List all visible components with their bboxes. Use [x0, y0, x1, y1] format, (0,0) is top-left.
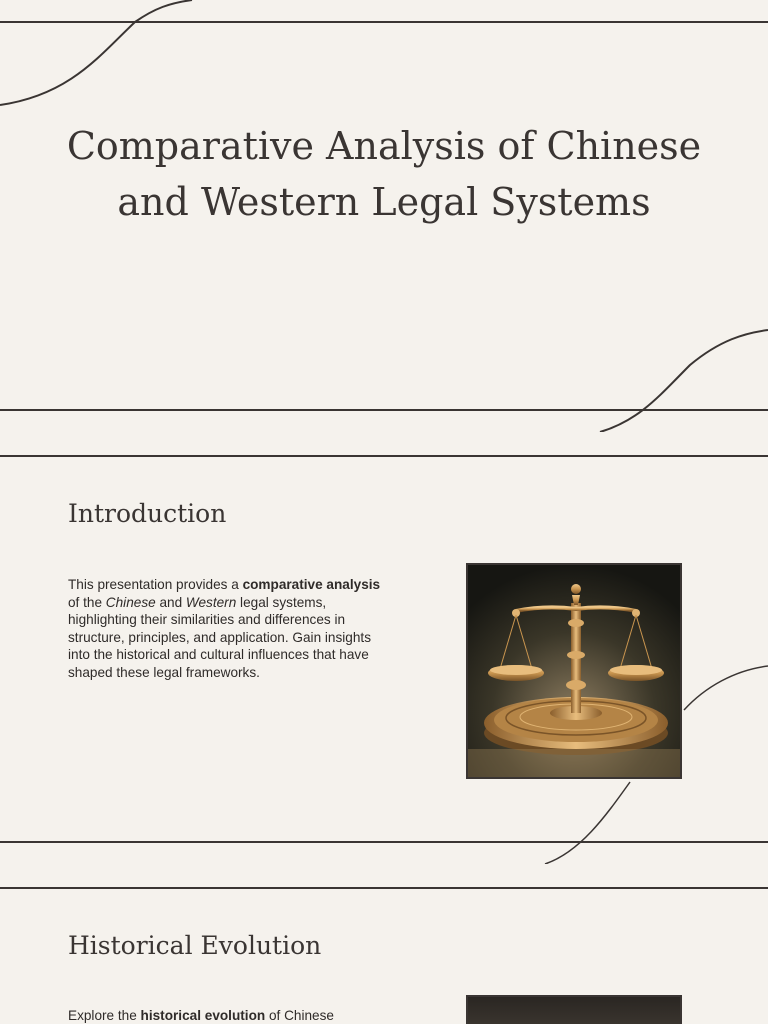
text-run: This presentation provides a	[68, 577, 243, 592]
bottom-curve	[545, 782, 630, 864]
title-slide	[0, 0, 768, 432]
title-line-2: and Western Legal Systems	[117, 180, 651, 224]
introduction-slide	[0, 432, 768, 864]
scales-of-justice-image	[466, 563, 682, 779]
text-run: Explore the	[68, 1008, 141, 1023]
bold-text: historical evolution	[140, 1008, 266, 1023]
bottom-right-curve	[600, 330, 768, 432]
historical-evolution-slide	[0, 864, 768, 1024]
history-paragraph	[68, 1007, 386, 1024]
history-image	[466, 995, 682, 1024]
section-heading: Historical Evolution	[68, 931, 322, 960]
bold-text: comparative analysis	[242, 577, 381, 592]
top-left-curve	[0, 0, 192, 105]
text-run: and	[155, 594, 186, 610]
presentation-title	[40, 118, 728, 230]
intro-paragraph	[68, 576, 386, 681]
text-run: of the	[68, 594, 106, 610]
right-curve	[684, 666, 768, 710]
scales-of-justice-icon	[468, 565, 680, 777]
title-line-1: Comparative Analysis of Chinese	[66, 124, 702, 168]
section-heading: Introduction	[68, 499, 227, 528]
italic-text: Chinese	[105, 594, 156, 610]
text-run: legal systems, highlighting their similarities and differences in structure, principles, and application. Gain insights into the historical and cultural influences that have shaped these legal frameworks.	[68, 594, 371, 680]
italic-text: Western	[185, 594, 237, 610]
text-run: of Chinese	[265, 1008, 334, 1023]
